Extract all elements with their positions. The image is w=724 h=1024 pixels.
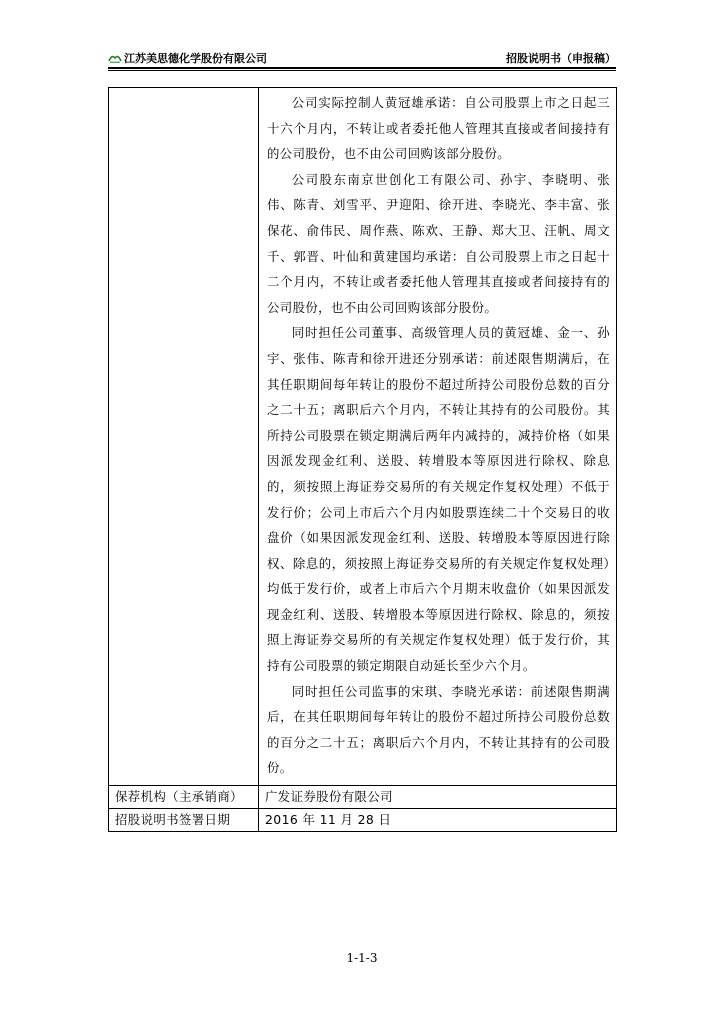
- prospectus-table: [108, 87, 617, 832]
- sponsor-row: [109, 786, 617, 809]
- header-rule-thick: [108, 67, 616, 69]
- commitment-paragraph: 公司股东南京世创化工有限公司、孙宇、李晓明、张伟、陈青、刘雪平、尹迎阳、徐开进、李晓光、李丰富、张保花、俞伟民、周作燕、陈欢、王静、郑大卫、汪帆、周文千、郭晋、叶仙和黄建国均承诺：自公司股票上市之日起十二个月内，不转让或者委托他人管理其直接或者间接持有的公司股份，也不由公司回购该部分股份。: [267, 171, 610, 315]
- company-logo-icon: [108, 53, 122, 63]
- commitment-paragraph: 公司实际控制人黄冠雄承诺：自公司股票上市之日起三十六个月内，不转让或者委托他人管理其直接或者间接持有的公司股份，也不由公司回购该部分股份。: [267, 95, 610, 162]
- commitment-row: [109, 88, 617, 786]
- sponsor-label: 保荐机构（主承销商）: [109, 786, 259, 809]
- document-title: 招股说明书（申报稿）: [506, 52, 616, 65]
- page-number: 1-1-3: [346, 951, 378, 965]
- header-rule-thin: [108, 70, 616, 71]
- commitment-paragraph: 同时担任公司监事的宋琪、李晓光承诺：前述限售期满后，在其任职期间每年转让的股份不超过所持公司股份总数的百分之二十五；离职后六个月内，不转让其持有的公司股份。: [267, 683, 610, 776]
- commitment-content-cell: [259, 88, 617, 786]
- sponsor-value: 广发证券股份有限公司: [259, 786, 617, 809]
- signing-date-value: 2016 年 11 月 28 日: [259, 809, 617, 832]
- commitment-label-cell: [109, 88, 259, 786]
- header-company: [108, 50, 267, 66]
- page-header: [108, 49, 616, 67]
- signing-date-row: [109, 809, 617, 832]
- company-name: 江苏美思德化学股份有限公司: [124, 52, 267, 65]
- commitment-paragraph: 同时担任公司董事、高级管理人员的黄冠雄、金一、孙宇、张伟、陈青和徐开进还分别承诺：前述限售期满后，在其任职期间每年转让的股份不超过所持公司股份总数的百分之二十五；离职后六个月内，不转让其持有的公司股份。其所持公司股票在锁定期满后两年内减持的，减持价格（如果因派发现金红利、送股、转增股本等原因进行除权、除息的，须按照上海证券交易所的有关规定作复权处理）不低于发行价；公司上市后六个月内如股票连续二十个交易日的收盘价（如果因派发现金红利、送股、转增股本等原因进行除权、除息的，须按照上海证券交易所的有关规定作复权处理）均低于发行价，或者上市后六个月期末收盘价（如果因派发现金红利、送股、转增股本等原因进行除权、除息的，须按照上海证券交易所的有关规定作复权处理）低于发行价，其持有公司股票的锁定期限自动延长至少六个月。: [267, 325, 610, 674]
- signing-date-label: 招股说明书签署日期: [109, 809, 259, 832]
